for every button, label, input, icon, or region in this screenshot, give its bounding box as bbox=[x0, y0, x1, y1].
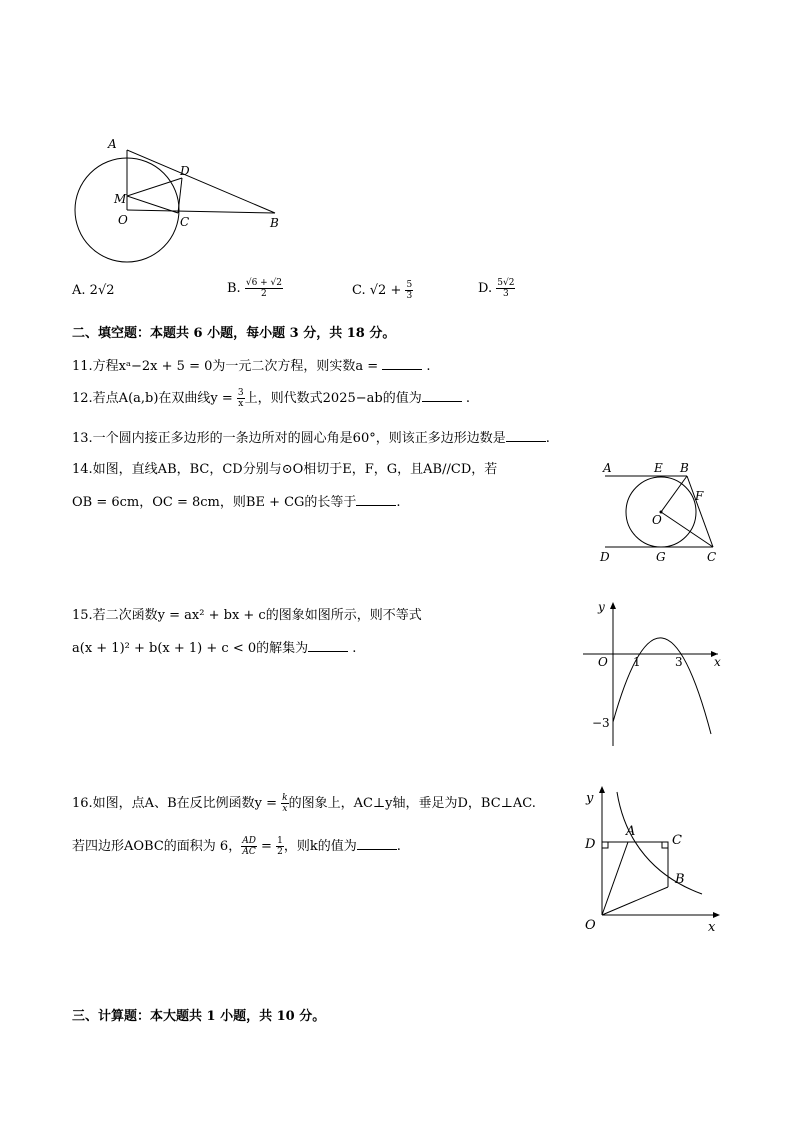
question-12: 12.若点A(a,b)在双曲线y = $\frac{3}{x}$ 上，则代数式2025−ab的值为 . bbox=[72, 388, 470, 409]
label-B: B bbox=[680, 461, 689, 475]
question-14-line2: OB = 6cm，OC = 8cm，则BE + CG的长等于 . bbox=[72, 495, 401, 510]
label-A: A bbox=[108, 137, 117, 151]
tick-1: 1 bbox=[633, 655, 641, 669]
label-C: C bbox=[707, 550, 717, 564]
question-14-line1: 14.如图，直线AB，BC，CD分别与⊙O相切于E，F，G，且AB//CD，若 bbox=[72, 462, 498, 477]
option-a: A. 2√2 bbox=[72, 283, 115, 298]
label-F: F bbox=[695, 489, 704, 503]
label-O: O bbox=[585, 918, 596, 933]
label-A: A bbox=[603, 461, 612, 475]
option-c: C. √2 + $\frac{5}{3}$ bbox=[352, 280, 413, 301]
question-16-line1: 16.如图，点A、B在反比例函数y = $\frac{k}{x}$ 的图象上，AC⊥y轴，垂足为D，BC⊥AC. bbox=[72, 793, 536, 814]
label-B: B bbox=[270, 216, 279, 230]
label-O: O bbox=[118, 213, 128, 227]
question-15-line1: 15.若二次函数y = ax² + bx + c的图象如图所示，则不等式 bbox=[72, 608, 422, 623]
y-axis-label: y bbox=[598, 600, 605, 614]
label-G: G bbox=[656, 550, 666, 564]
question-16-line2: 若四边形AOBC的面积为 6， $\frac{AD}{AC}$ = $\frac{1}{2}$ ，则k的值为 . bbox=[72, 836, 401, 857]
figure-q16 bbox=[580, 782, 725, 937]
question-11: 11.方程xᵃ−2x + 5 = 0为一元二次方程，则实数a = . bbox=[72, 359, 431, 374]
figure-q10 bbox=[70, 135, 290, 265]
label-E: E bbox=[654, 461, 663, 475]
section-3-heading: 三、计算题：本大题共 1 小题，共 10 分。 bbox=[72, 1009, 326, 1024]
tick-minus-3: −3 bbox=[592, 716, 610, 730]
label-D: D bbox=[180, 164, 190, 178]
label-B: B bbox=[675, 872, 685, 887]
option-b: B. $\frac{√6 + √2}{2}$ bbox=[227, 278, 283, 299]
label-M: M bbox=[114, 192, 127, 206]
label-D: D bbox=[600, 550, 610, 564]
y-axis-label: y bbox=[586, 791, 594, 806]
x-axis-label: x bbox=[714, 655, 721, 669]
question-15-line2: a(x + 1)² + b(x + 1) + c < 0的解集为 . bbox=[72, 641, 357, 656]
section-2-heading: 二、填空题：本题共 6 小题，每小题 3 分，共 18 分。 bbox=[72, 326, 396, 341]
label-C: C bbox=[180, 215, 190, 229]
question-13: 13.一个圆内接正多边形的一条边所对的圆心角是60°，则该正多边形边数是 . bbox=[72, 431, 550, 446]
origin-label: O bbox=[598, 655, 608, 669]
label-D: D bbox=[585, 837, 596, 852]
figure-q14 bbox=[595, 458, 735, 568]
figure-q15 bbox=[580, 598, 725, 748]
label-A: A bbox=[626, 824, 636, 839]
x-axis-label: x bbox=[708, 920, 716, 935]
tick-3: 3 bbox=[675, 655, 683, 669]
label-O: O bbox=[652, 513, 662, 527]
label-C: C bbox=[672, 833, 682, 848]
option-d: D. $\frac{5√2}{3}$ bbox=[478, 278, 515, 299]
